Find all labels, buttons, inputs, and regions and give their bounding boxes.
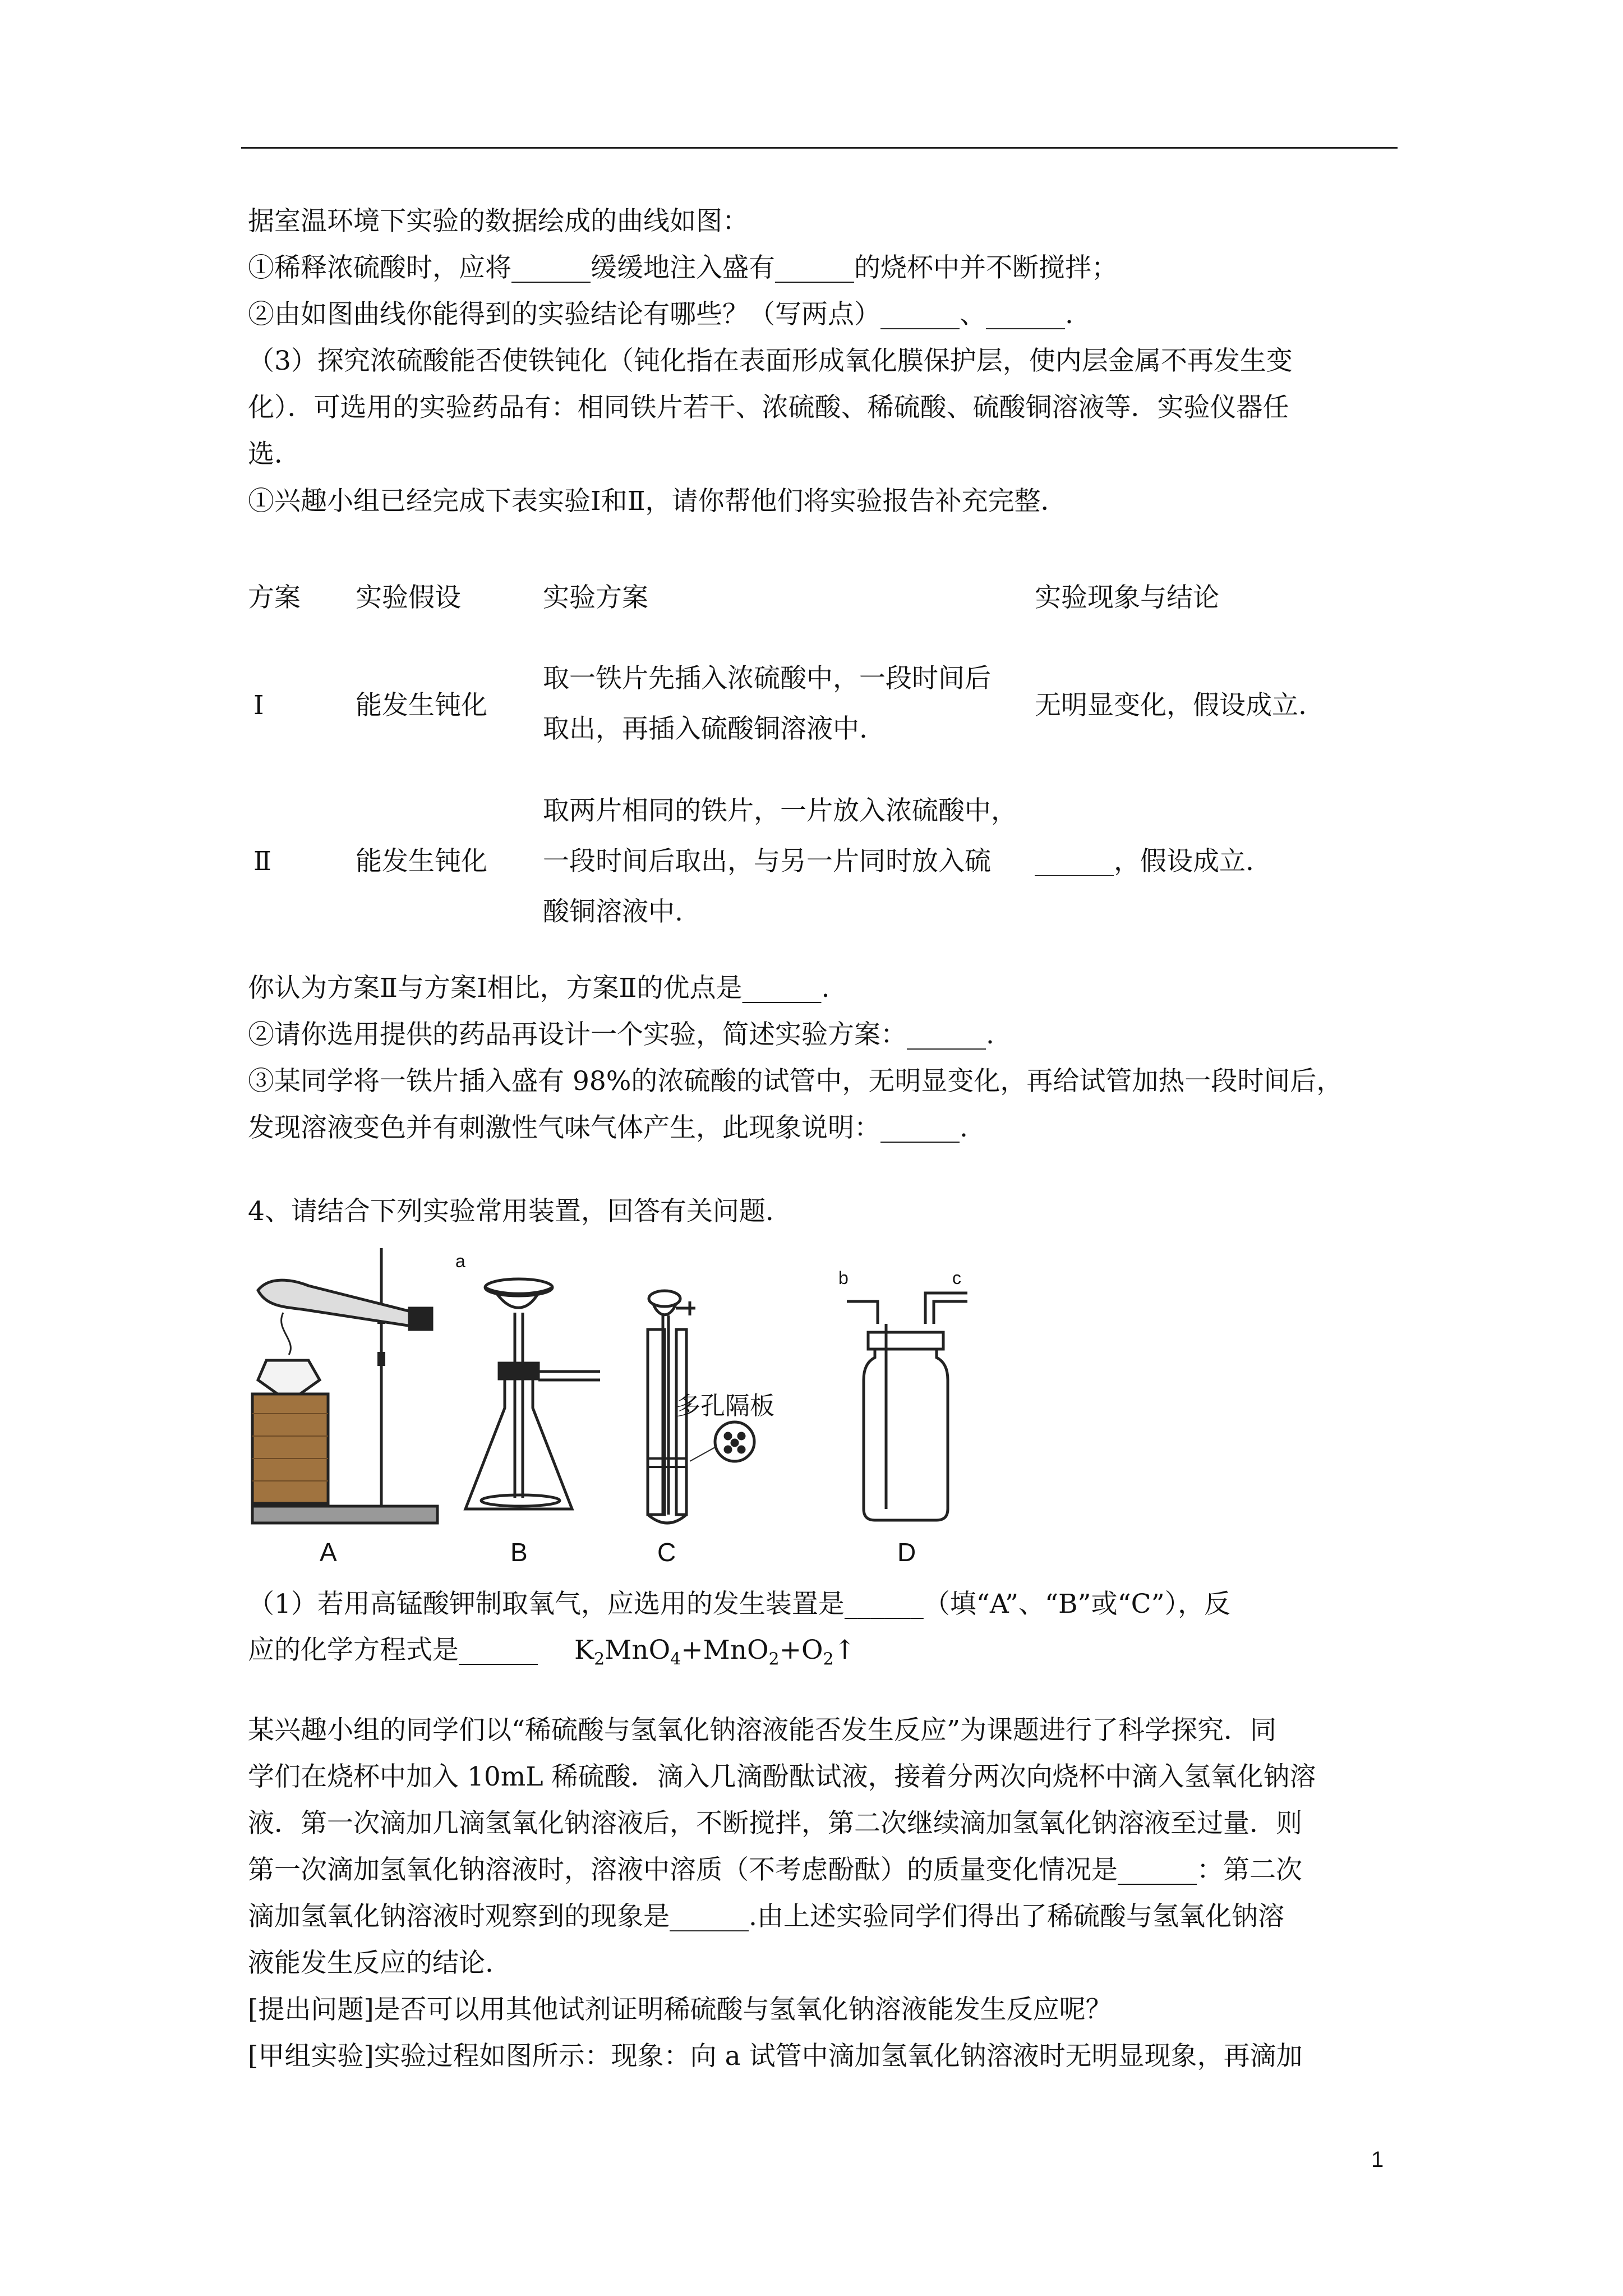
text-line: 液．第一次滴加几滴氢氧化钠溶液后，不断搅拌，第二次继续滴加氢氧化钠溶液至过量．则	[248, 1808, 1302, 1839]
text-line: 发现溶液变色并有刺激性气味气体产生，此现象说明：______.	[248, 1112, 968, 1143]
label-b: b	[838, 1268, 849, 1288]
text-line: ②由如图曲线你能得到的实验结论有哪些？（写两点）______、______.	[248, 299, 1073, 330]
table-header-hypothesis: 实验假设	[356, 582, 461, 613]
label-a: a	[455, 1251, 465, 1271]
row-2-result: ______，假设成立.	[1035, 846, 1254, 877]
row-2-plan-line: 酸铜溶液中.	[543, 896, 683, 927]
equation-prefix: 应的化学方程式是______	[248, 1635, 538, 1665]
table-header-plan: 实验方案	[543, 582, 648, 613]
page-number: 1	[1371, 2147, 1384, 2172]
figure-label-C: C	[657, 1538, 676, 1567]
text-line: 你认为方案Ⅱ与方案Ⅰ相比，方案Ⅱ的优点是______.	[248, 973, 830, 1004]
figure-label-A: A	[320, 1538, 337, 1567]
equation-line	[248, 1634, 856, 1676]
text-line: [甲组实验]实验过程如图所示：现象：向 a 试管中滴加氢氧化钠溶液时无明显现象，再滴加	[248, 2041, 1303, 2072]
row-2-hypothesis: 能发生钝化	[356, 846, 487, 877]
text-line: （3）探究浓硫酸能否使铁钝化（钝化指在表面形成氧化膜保护层，使内层金属不再发生变	[248, 346, 1293, 376]
text-line: ②请你选用提供的药品再设计一个实验，简述实验方案：______.	[248, 1019, 994, 1050]
equation: $K_2MnO_4+MnO_2+O_2↑$	[574, 1635, 856, 1669]
text-line: 液能发生反应的结论.	[248, 1948, 494, 1978]
row-1-plan-line: 取一铁片先插入浓硫酸中，一段时间后	[543, 663, 991, 694]
text-line: ①兴趣小组已经完成下表实验Ⅰ和Ⅱ，请你帮他们将实验报告补充完整．	[248, 486, 1067, 517]
apparatus-drawing	[247, 1245, 976, 1571]
partition-label: 多孔隔板	[676, 1392, 774, 1420]
table-header-result: 实验现象与结论	[1035, 582, 1219, 613]
table-header-scheme: 方案	[248, 582, 301, 613]
text-line: 某兴趣小组的同学们以“稀硫酸与氢氧化钠溶液能否发生反应”为课题进行了科学探究．同	[248, 1715, 1277, 1746]
row-1-hypothesis: 能发生钝化	[356, 690, 487, 721]
row-1-plan-line: 取出，再插入硫酸铜溶液中.	[543, 714, 868, 744]
text-line: 选．	[248, 439, 301, 470]
row-2-plan-line: 一段时间后取出，与另一片同时放入硫	[543, 846, 991, 877]
figure-label-B: B	[510, 1538, 528, 1567]
question-4-title: 4、请结合下列实验常用装置，回答有关问题.	[248, 1196, 774, 1227]
text-line: （1）若用高锰酸钾制取氧气，应选用的发生装置是______（填“A”、“B”或“C”），反	[248, 1589, 1231, 1619]
figure-label-D: D	[897, 1538, 916, 1567]
apparatus-figure	[247, 1245, 976, 1571]
text-line: 化）．可选用的实验药品有：相同铁片若干、浓硫酸、稀硫酸、硫酸铜溶液等．实验仪器任	[248, 392, 1289, 423]
text-line: ③某同学将一铁片插入盛有 98%的浓硫酸的试管中，无明显变化，再给试管加热一段时间后，	[248, 1066, 1343, 1097]
row-2-id: Ⅱ	[253, 846, 271, 877]
text-line: ①稀释浓硫酸时，应将______缓缓地注入盛有______的烧杯中并不断搅拌；	[248, 252, 1118, 283]
row-2-plan-line: 取两片相同的铁片，一片放入浓硫酸中，	[543, 795, 1017, 826]
text-line: [提出问题]是否可以用其他试剂证明稀硫酸与氢氧化钠溶液能发生反应呢？	[248, 1994, 1112, 2025]
text-line: 第一次滴加氢氧化钠溶液时，溶液中溶质（不考虑酚酞）的质量变化情况是______：第二次	[248, 1855, 1302, 1885]
row-1-id: Ⅰ	[253, 690, 264, 721]
label-c: c	[952, 1268, 961, 1288]
header-rule	[241, 147, 1398, 149]
text-line: 滴加氢氧化钠溶液时观察到的现象是______.由上述实验同学们得出了稀硫酸与氢氧化钠溶	[248, 1901, 1284, 1932]
text-line: 学们在烧杯中加入 10mL 稀硫酸．滴入几滴酚酞试液，接着分两次向烧杯中滴入氢氧化钠溶	[248, 1761, 1316, 1792]
row-1-result: 无明显变化，假设成立.	[1035, 690, 1307, 721]
text-line: 据室温环境下实验的数据绘成的曲线如图：	[248, 206, 749, 237]
